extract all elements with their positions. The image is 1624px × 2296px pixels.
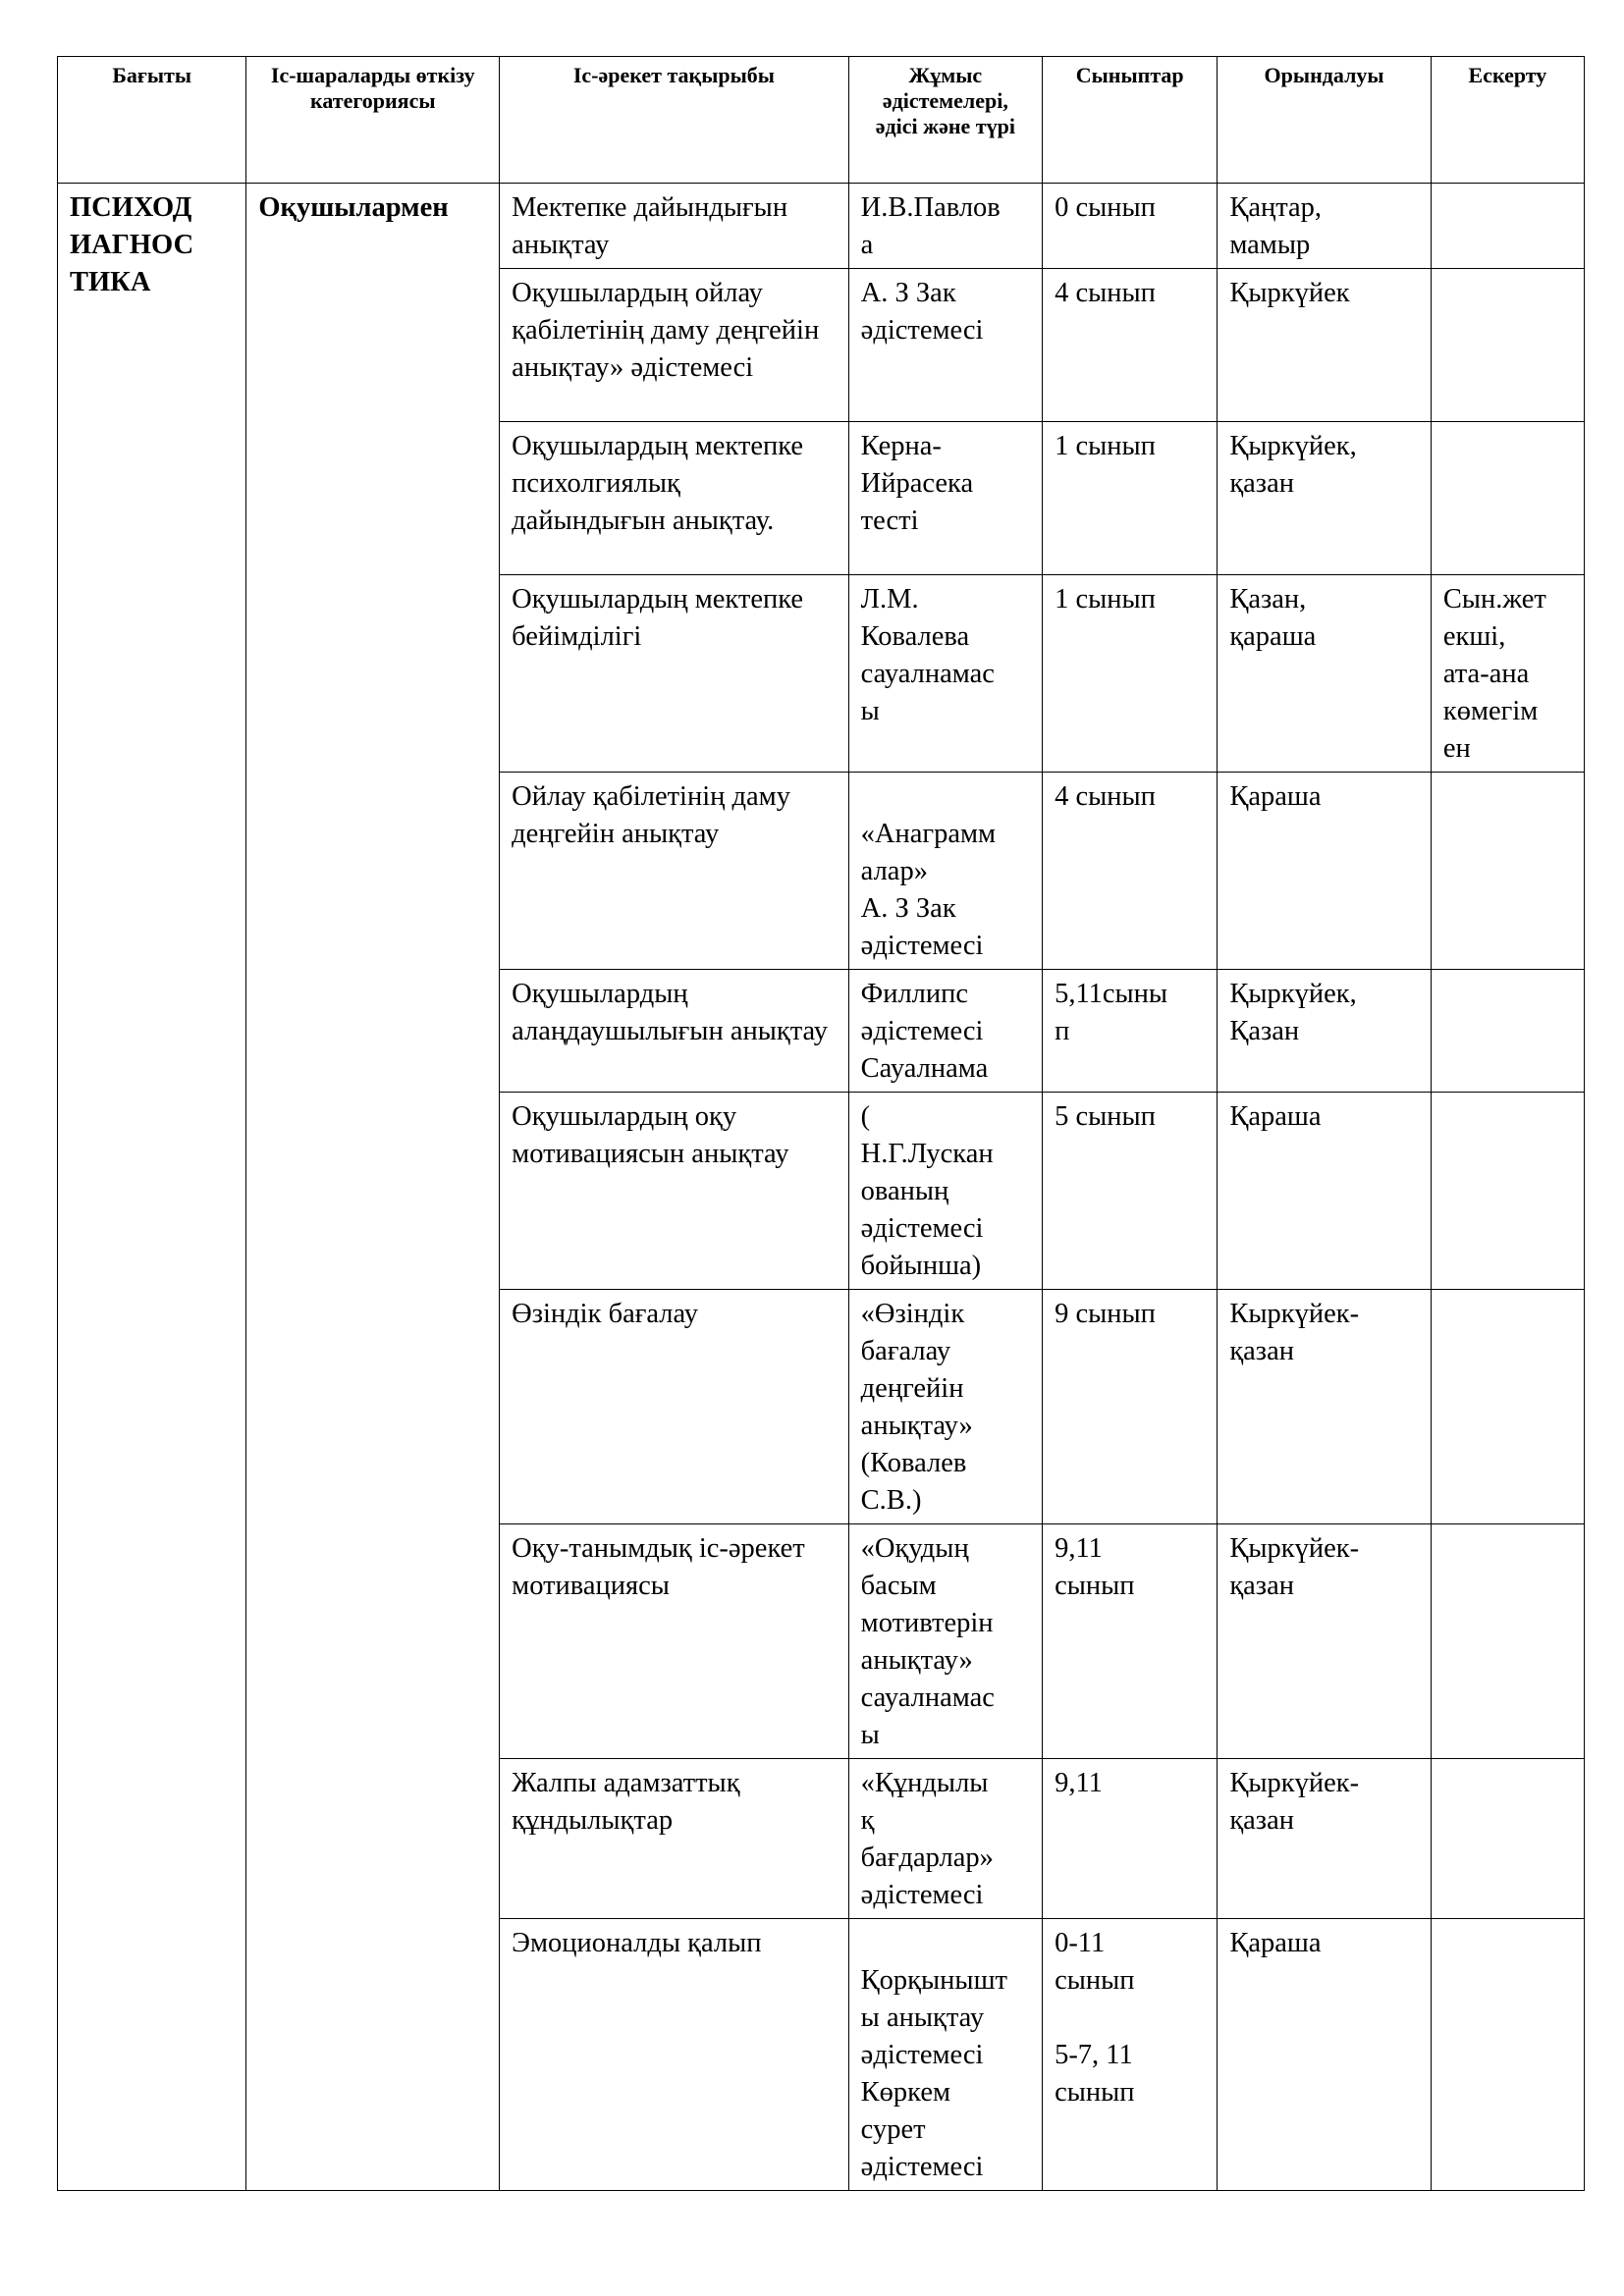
table-header — [58, 57, 1585, 184]
grade-cell: 1 сынып — [1043, 575, 1218, 773]
topic-cell: Оқушылардың оқу мотивациясын анықтау — [500, 1093, 849, 1290]
header-direction: Бағыты — [58, 57, 246, 184]
grade-cell: 9,11 — [1043, 1759, 1218, 1919]
timing-cell: Қаңтар, мамыр — [1218, 184, 1432, 269]
note-cell — [1431, 422, 1584, 575]
timing-cell: Қыркүйек, қазан — [1218, 422, 1432, 575]
document-page — [57, 56, 1585, 2191]
note-cell: Сын.жет екші, ата-ана көмегім ен — [1431, 575, 1584, 773]
method-cell: А. З Зак әдістемесі — [848, 269, 1042, 422]
timing-cell: Қыркүйек, Қазан — [1218, 970, 1432, 1093]
note-cell — [1431, 1524, 1584, 1759]
method-cell: Л.М. Ковалева сауалнамас ы — [848, 575, 1042, 773]
timing-cell: Кыркүйек- қазан — [1218, 1290, 1432, 1524]
timing-cell: Қыркүйек — [1218, 269, 1432, 422]
topic-cell: Оқу-танымдық іс-әрекет мотивациясы — [500, 1524, 849, 1759]
category-cell: Оқушылармен — [246, 184, 500, 2191]
grade-cell: 0 сынып — [1043, 184, 1218, 269]
header-note: Ескерту — [1431, 57, 1584, 184]
header-category: Іс-шараларды өткізу категориясы — [246, 57, 500, 184]
topic-cell: Мектепке дайындығын анықтау — [500, 184, 849, 269]
header-timing: Орындалуы — [1218, 57, 1432, 184]
grade-cell: 4 сынып — [1043, 773, 1218, 970]
timing-cell: Қараша — [1218, 1093, 1432, 1290]
note-cell — [1431, 1919, 1584, 2191]
method-cell: «Құндылы қ бағдарлар» әдістемесі — [848, 1759, 1042, 1919]
grade-cell: 5 сынып — [1043, 1093, 1218, 1290]
topic-cell: Оқушылардың алаңдаушылығын анықтау — [500, 970, 849, 1093]
grade-cell: 4 сынып — [1043, 269, 1218, 422]
note-cell — [1431, 1759, 1584, 1919]
grade-cell: 9 сынып — [1043, 1290, 1218, 1524]
header-grade: Сыныптар — [1043, 57, 1218, 184]
header-topic: Іс-әрекет тақырыбы — [500, 57, 849, 184]
header-method: Жұмыс әдістемелері, әдісі және түрі — [848, 57, 1042, 184]
table-row — [58, 184, 1585, 269]
method-cell: Қорқынышт ы анықтау әдістемесі Көркем сурет әдістемесі — [848, 1919, 1042, 2191]
grade-cell: 9,11 сынып — [1043, 1524, 1218, 1759]
timing-cell: Қазан, қараша — [1218, 575, 1432, 773]
work-plan-table — [57, 56, 1585, 2191]
grade-cell: 5,11сыны п — [1043, 970, 1218, 1093]
topic-cell: Ойлау қабілетінің даму деңгейін анықтау — [500, 773, 849, 970]
note-cell — [1431, 1290, 1584, 1524]
method-cell: «Оқудың басым мотивтерін анықтау» сауалнамас ы — [848, 1524, 1042, 1759]
timing-cell: Қараша — [1218, 773, 1432, 970]
method-cell: «Өзіндік бағалау деңгейін анықтау» (Ковалев С.В.) — [848, 1290, 1042, 1524]
method-cell: И.В.Павлов а — [848, 184, 1042, 269]
timing-cell: Қыркүйек- қазан — [1218, 1524, 1432, 1759]
note-cell — [1431, 269, 1584, 422]
topic-cell: Оқушылардың мектепке бейімділігі — [500, 575, 849, 773]
note-cell — [1431, 970, 1584, 1093]
topic-cell: Оқушылардың ойлау қабілетінің даму деңгейін анықтау» әдістемесі — [500, 269, 849, 422]
topic-cell: Оқушылардың мектепке психолгиялық дайындығын анықтау. — [500, 422, 849, 575]
header-row — [58, 57, 1585, 184]
grade-cell: 1 сынып — [1043, 422, 1218, 575]
method-cell: ( Н.Г.Лускан ованың әдістемесі бойынша) — [848, 1093, 1042, 1290]
grade-cell: 0-11 сынып 5-7, 11 сынып — [1043, 1919, 1218, 2191]
note-cell — [1431, 1093, 1584, 1290]
topic-cell: Эмоционалды қалып — [500, 1919, 849, 2191]
note-cell — [1431, 184, 1584, 269]
method-cell: «Анаграмм алар» А. З Зак әдістемесі — [848, 773, 1042, 970]
topic-cell: Жалпы адамзаттық құндылықтар — [500, 1759, 849, 1919]
method-cell: Керна- Ийрасека тесті — [848, 422, 1042, 575]
note-cell — [1431, 773, 1584, 970]
method-cell: Филлипс әдістемесі Сауалнама — [848, 970, 1042, 1093]
timing-cell: Қыркүйек- қазан — [1218, 1759, 1432, 1919]
timing-cell: Қараша — [1218, 1919, 1432, 2191]
topic-cell: Өзіндік бағалау — [500, 1290, 849, 1524]
table-body — [58, 184, 1585, 2191]
direction-cell: ПСИХОД ИАГНОС ТИКА — [58, 184, 246, 2191]
